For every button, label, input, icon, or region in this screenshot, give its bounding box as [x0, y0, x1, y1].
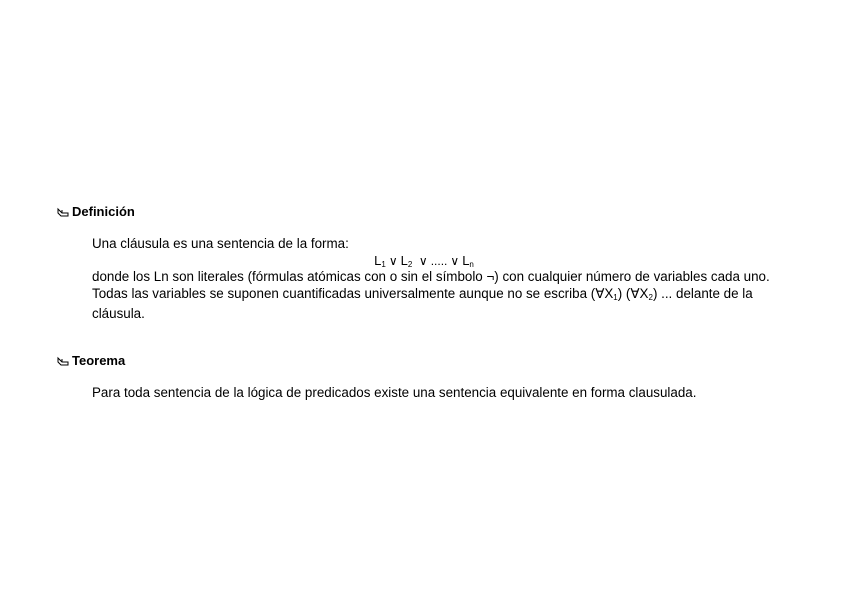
or-symbol: ∨	[388, 254, 398, 268]
literal-2: $L_2$	[400, 253, 413, 269]
definition-heading	[57, 204, 135, 220]
ellipsis: .....	[430, 254, 448, 268]
definition-title: Definición	[72, 204, 135, 219]
definition-intro: Una cláusula es una sentencia de la forma:	[92, 236, 349, 251]
theorem-body: Para toda sentencia de la lógica de predicados existe una sentencia equivalente en forma clausulada.	[92, 385, 697, 400]
theorem-heading	[57, 353, 125, 369]
literal-n: $L_n$	[462, 253, 474, 269]
theorem-title: Teorema	[72, 353, 126, 368]
or-symbol: ∨	[450, 254, 460, 268]
literal-1: $L_1$	[374, 253, 386, 269]
definition-body: donde los Ln son literales (fórmulas atómicas con o sin el símbolo ¬) con cualquier número de variables cada uno. Todas las variables se suponen cuantificadas universalmente aunque no se escriba $(\forall X_1)$ $(\forall X_2)$ ... delante de la cláusula.	[92, 269, 770, 321]
pointing-hand-icon	[57, 207, 70, 218]
or-symbol: ∨	[418, 254, 428, 268]
pointing-hand-icon	[57, 356, 70, 367]
